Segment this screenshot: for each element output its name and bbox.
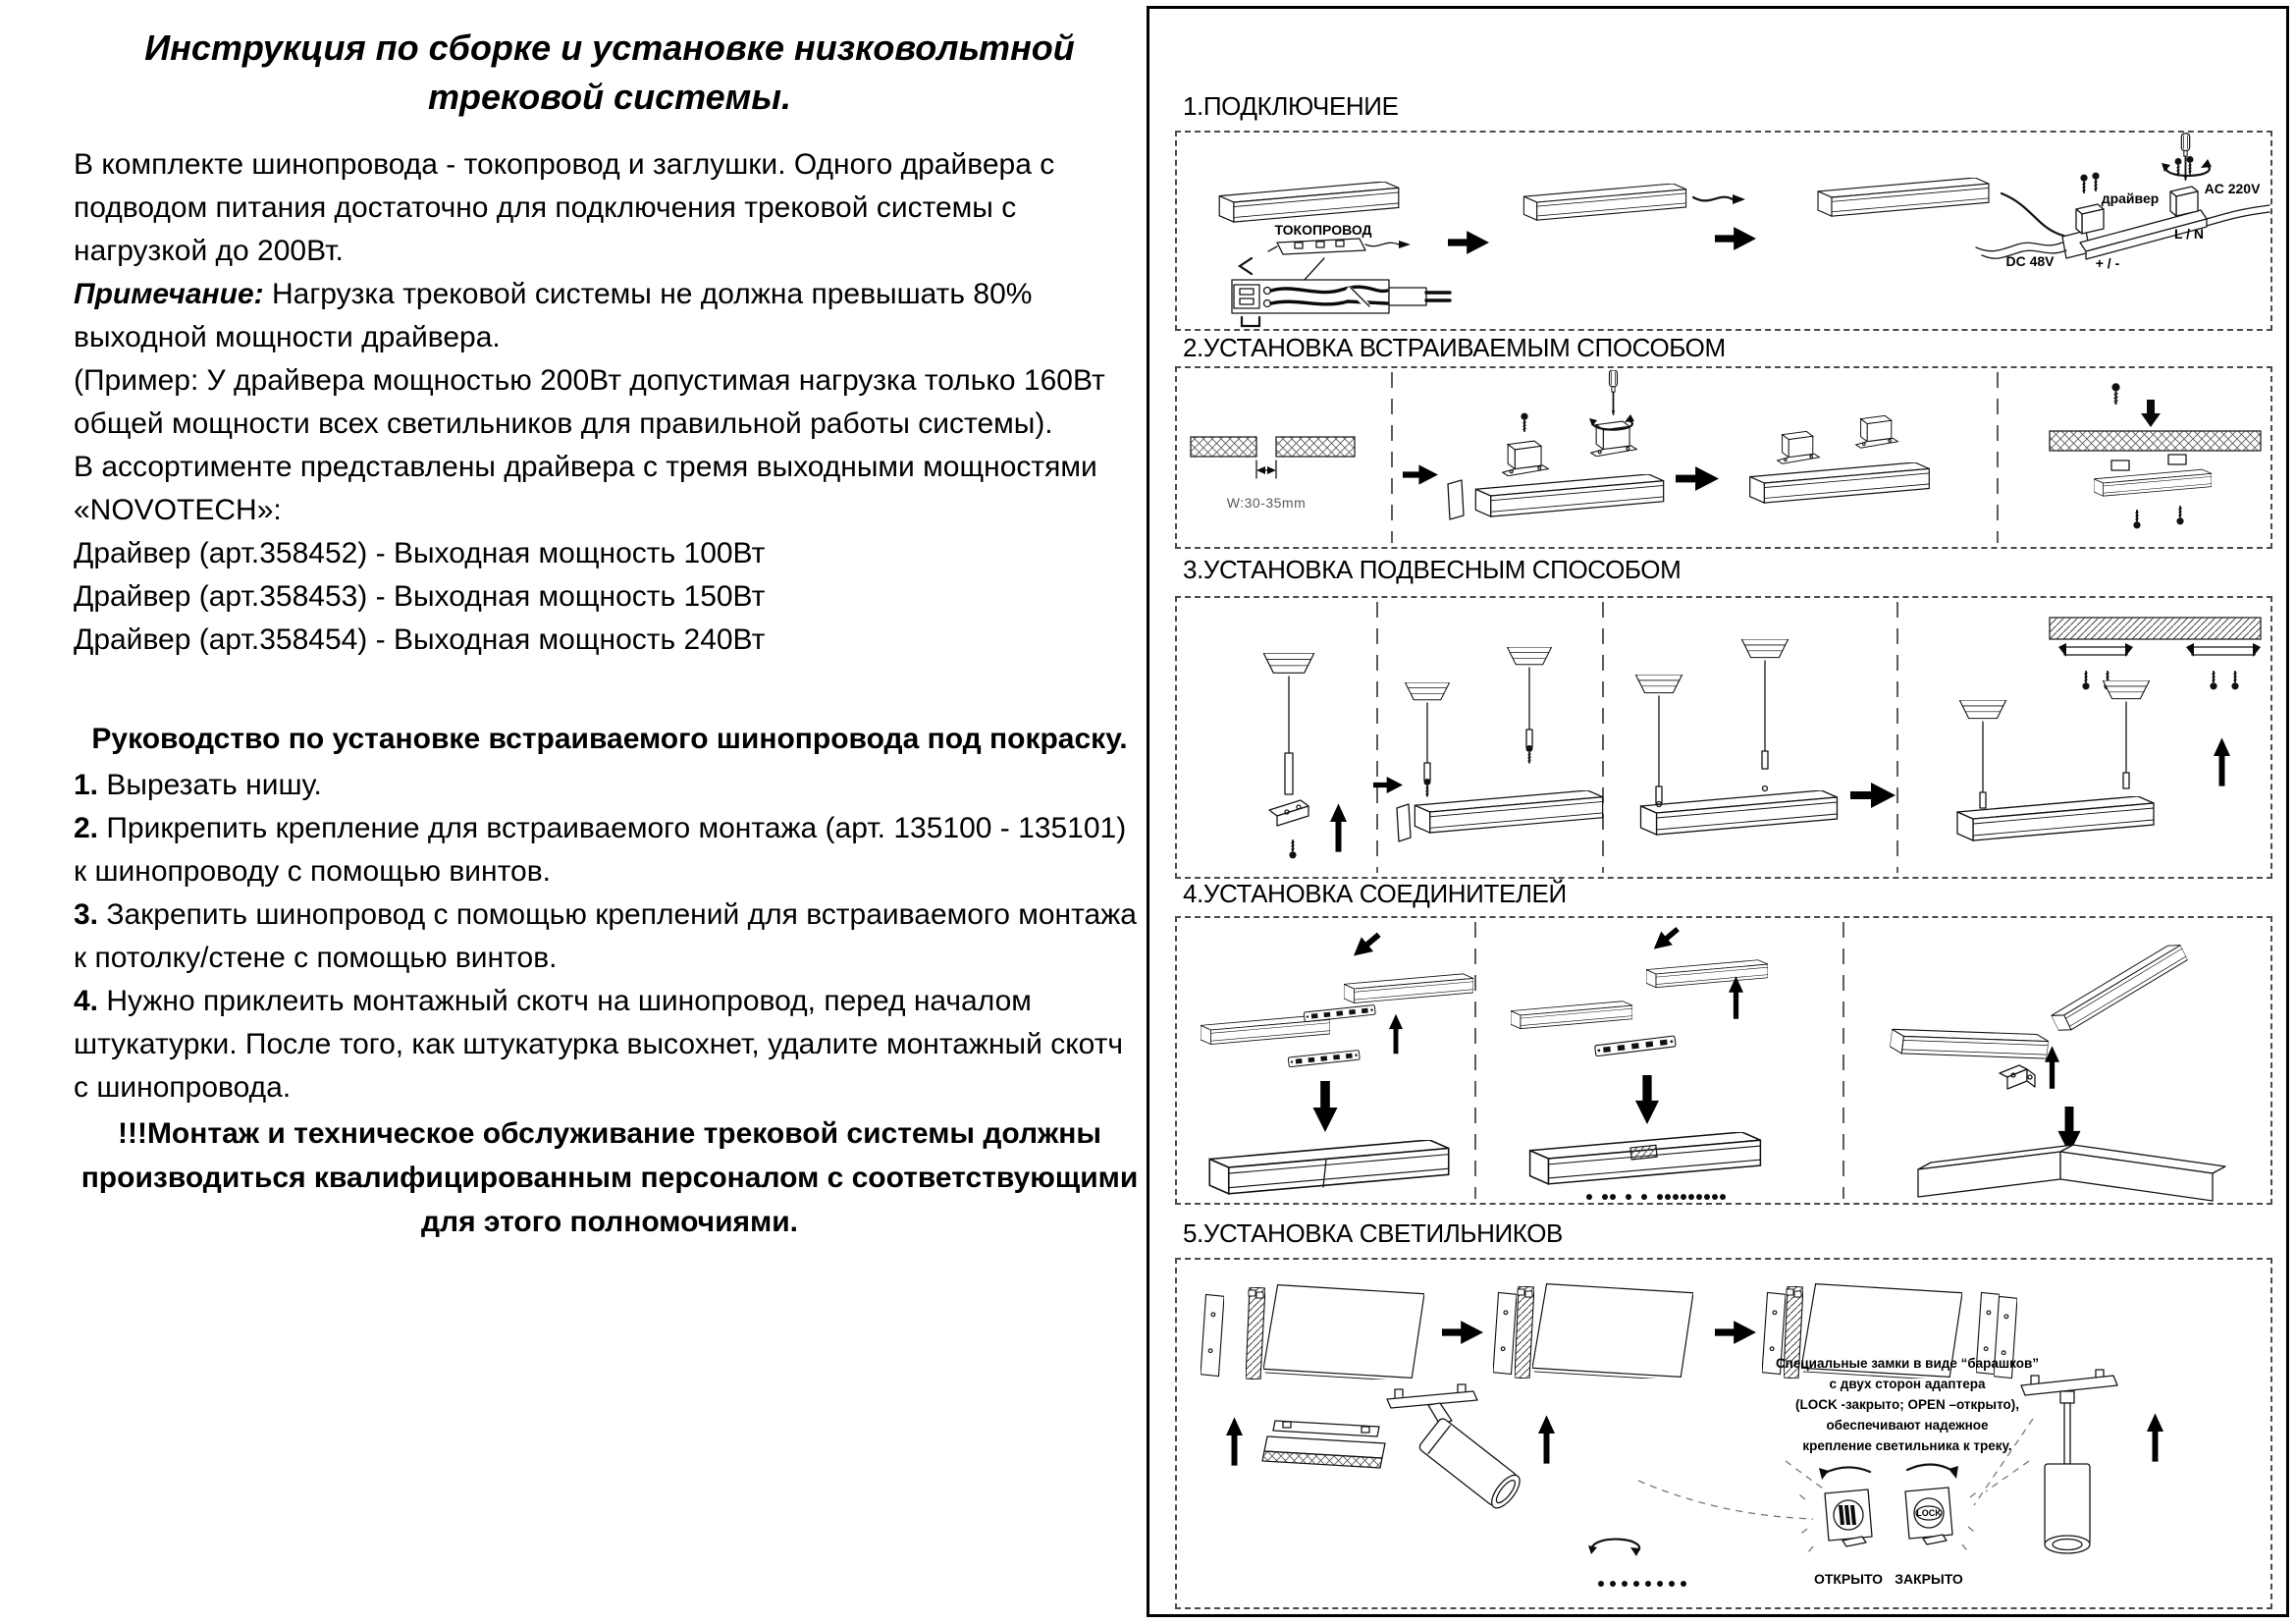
step-number: 4.: [74, 985, 99, 1017]
screw-icon: [1521, 413, 1527, 432]
straight-connector-drawing: [1201, 928, 1473, 1194]
diagram-panel: [1147, 6, 2289, 1617]
arrow-right-icon: [1676, 466, 1719, 491]
screw-icon: [2133, 510, 2140, 528]
driver-label: драйвер: [2101, 190, 2160, 206]
arrow-down-icon: [1312, 1081, 1337, 1132]
driver-item: Драйвер (арт.358454) - Выходная мощность 240Вт: [74, 623, 766, 656]
arrow-up-icon: [1330, 803, 1347, 851]
power-feed-drawing: [1268, 239, 1411, 254]
open-mark-icon: [1240, 258, 1252, 274]
canopy-icon: [1263, 653, 1314, 673]
leader-dashed: [1638, 1481, 1813, 1519]
screw-icon: [1424, 779, 1431, 796]
section-label-recessed: 2.УСТАНОВКА ВСТРАИВАЕМЫМ СПОСОБОМ: [1183, 333, 1726, 362]
section-label-connectors: 4.УСТАНОВКА СОЕДИНИТЕЛЕЙ: [1183, 879, 1567, 908]
arrow-right-icon: [1715, 1321, 1756, 1344]
track-with-clips-drawing: [1448, 370, 1664, 519]
polarity-label: + / -: [2095, 255, 2120, 271]
dotted-row: [1586, 1194, 1726, 1200]
niche-width-label: W:30-35mm: [1226, 495, 1307, 511]
step-item: [74, 807, 1146, 893]
step-item: [74, 893, 1146, 980]
pendant-kit-drawing: [1263, 653, 1314, 858]
canopy-icon: [1507, 647, 1551, 665]
arrow-right-icon: [1442, 1321, 1483, 1344]
arrow-right-icon: [1715, 227, 1756, 250]
screw-icon: [2082, 671, 2089, 689]
ac-voltage-label: AC 220V: [2204, 181, 2261, 196]
lock-callout-line: обеспечивают надежное: [1826, 1418, 1989, 1433]
dc-voltage-label: DC 48V: [2005, 253, 2055, 269]
section-luminaires: [1175, 1258, 2272, 1609]
connector-icon: [1288, 1051, 1360, 1067]
endcap-plate-icon: [1493, 1292, 1517, 1374]
arrow-right-icon: [1403, 464, 1438, 484]
pendant-attach-drawing: [1373, 647, 1603, 841]
ln-label: L / N: [2173, 226, 2205, 242]
track-drawing: [1219, 182, 1399, 222]
section-suspended: [1175, 596, 2272, 879]
screw-icon: [2231, 671, 2238, 689]
lock-callout-line: Специальные замки в виде “барашков”: [1775, 1356, 2040, 1371]
pendant-assembled-drawing: [1635, 639, 1837, 835]
lock-callout-line: с двух сторон адаптера: [1829, 1377, 1986, 1391]
canopy-icon: [2103, 680, 2149, 699]
guide-heading: Руководство по установке встраиваемого шинопровода под покраску.: [91, 723, 1128, 755]
arrow-up-icon: [1226, 1417, 1243, 1465]
step-text: Вырезать нишу.: [98, 769, 322, 801]
track-with-cable-drawing: [1523, 184, 1745, 220]
intro-section: [74, 143, 1146, 662]
screw-icon: [2111, 383, 2119, 405]
driver-item: Драйвер (арт.358453) - Выходная мощность 150Вт: [74, 580, 766, 613]
step-number: 2.: [74, 812, 99, 844]
lock-open-drawing: [1795, 1467, 1872, 1556]
track-to-driver-drawing: [1818, 178, 2074, 251]
screw-icon: [1289, 839, 1296, 858]
note-text: Нагрузка трековой системы не должна превышать 80% выходной мощности драйвера.: [74, 278, 1033, 353]
arrow-down-icon: [2141, 400, 2161, 427]
dotted-row: [1598, 1581, 1686, 1587]
arrow-up-icon: [1389, 1014, 1403, 1055]
leader-dashed: [1986, 1461, 2029, 1491]
section-connection: [1175, 131, 2272, 331]
adapter-stripe-icon: [1515, 1286, 1534, 1379]
arrow-right-icon: [1448, 231, 1489, 254]
lock-closed-drawing: [1905, 1464, 1980, 1554]
arrow-up-icon: [1538, 1415, 1555, 1463]
example-paragraph: (Пример: У драйвера мощностью 200Вт допустимая нагрузка только 160Вт общей мощности всех светильников для правильной работы системы).: [74, 364, 1105, 440]
panel-icon: [1532, 1284, 1693, 1380]
step-item: [74, 764, 1146, 807]
intro-paragraph: В комплекте шинопровода - токопровод и заглушки. Одного драйвера с подводом питания достаточно для подключения трековой системы с нагрузкой до 200Вт.: [74, 148, 1055, 267]
section-recessed: [1175, 366, 2272, 549]
corner-connector-drawing: [1890, 941, 2225, 1201]
ceiling-fixing-drawing: [1957, 618, 2261, 840]
page-title: Инструкция по сборке и установке низковольтной трековой системы.: [144, 27, 1075, 117]
lock-mark-icon: [1242, 317, 1259, 326]
section-label-luminaires: 5.УСТАНОВКА СВЕТИЛЬНИКОВ: [1183, 1218, 1563, 1248]
canopy-icon: [1635, 675, 1682, 693]
connector-icon: [1595, 1036, 1677, 1056]
connector-icon: [1304, 1005, 1375, 1022]
section-connectors: [1175, 916, 2272, 1205]
pendant-cylinder-light-drawing: [2021, 1370, 2117, 1553]
steps-list: [74, 764, 1146, 1110]
canopy-icon: [1959, 700, 2005, 719]
endcap-plate-icon: [1201, 1294, 1224, 1376]
canopy-icon: [1405, 682, 1449, 700]
step-text: Нужно приклеить монтажный скотч на шинопровод, перед началом штукатурки. После того, как штукатурка высохнет, удалите монтажный скотч с шинопровода.: [74, 985, 1124, 1104]
assortment-paragraph: В ассортименте представлены драйвера с тремя выходными мощностями «NOVOTECH»:: [74, 451, 1097, 526]
linear-light-drawing: [1262, 1421, 1385, 1468]
endcap-step2-drawing: [1493, 1284, 1693, 1380]
lock-badge: LOCK: [1916, 1508, 1942, 1518]
flex-connector-drawing: [1511, 922, 1768, 1200]
section-label-connection: 1.ПОДКЛЮЧЕНИЕ: [1183, 91, 1399, 121]
screwdriver-icon: [1610, 370, 1618, 415]
note-paragraph: [74, 273, 1146, 359]
step-text: Прикрепить крепление для встраиваемого монтажа (арт. 135100 - 135101) к шинопроводу с помощью винтов.: [74, 812, 1127, 888]
wiring-detail-drawing: [1232, 280, 1450, 313]
panel-icon: [1263, 1285, 1424, 1381]
adapter-stripe-icon: [1246, 1287, 1265, 1380]
arrow-icon: [1648, 922, 1683, 955]
arrow-up-icon: [2214, 737, 2230, 785]
screw-icon: [2210, 671, 2216, 689]
text-column: [74, 14, 1146, 1244]
corner-piece-icon: [2000, 1065, 2035, 1089]
note-label: Примечание:: [74, 278, 264, 310]
screw-icon: [2176, 506, 2183, 524]
rotate-arrow-icon: [1592, 1540, 1639, 1552]
arrow-icon: [1348, 928, 1385, 963]
canopy-icon: [1741, 639, 1788, 658]
step-text: Закрепить шинопровод с помощью креплений для встраиваемого монтажа к потолку/стене с помощью винтов.: [74, 898, 1137, 974]
warning-text: !!!Монтаж и техническое обслуживание трековой системы должны производиться квалифицированным персоналом с соответствующими для этого полномочиями.: [80, 1117, 1139, 1238]
step-number: 3.: [74, 898, 99, 931]
endcap-step1-drawing: [1201, 1285, 1424, 1381]
ceiling-anchor-drawing: [2050, 383, 2261, 528]
arrow-down-icon: [1635, 1075, 1659, 1124]
spot-light-drawing: [1387, 1384, 1524, 1512]
screw-icon: [2092, 173, 2099, 191]
section-label-suspended: 3.УСТАНОВКА ПОДВЕСНЫМ СПОСОБОМ: [1183, 555, 1682, 584]
arrow-right-icon: [1850, 783, 1896, 808]
screw-icon: [1526, 745, 1533, 763]
closed-state-label: ЗАКРЫТО: [1895, 1571, 1963, 1587]
assembled-track-drawing: [1750, 415, 1930, 503]
lock-callout-line: (LOCK -закрыто; OPEN –открыто),: [1794, 1397, 2020, 1412]
open-state-label: ОТКРЫТО: [1813, 1571, 1884, 1587]
arrow-up-icon: [2147, 1413, 2163, 1461]
lock-callout-line: крепление светильника к треку.: [1802, 1438, 2012, 1453]
leader-dashed: [1786, 1461, 1827, 1491]
arrow-up-icon: [1729, 976, 1743, 1019]
leader-line: [1303, 258, 1324, 282]
driver-item: Драйвер (арт.358452) - Выходная мощность 100Вт: [74, 537, 766, 569]
screw-icon: [2187, 156, 2194, 174]
step-number: 1.: [74, 769, 99, 801]
niche-cutout-drawing: [1191, 437, 1355, 478]
screw-icon: [2080, 175, 2087, 193]
tokoprovod-label: ТОКОПРОВОД: [1274, 222, 1372, 238]
step-item: [74, 980, 1146, 1110]
